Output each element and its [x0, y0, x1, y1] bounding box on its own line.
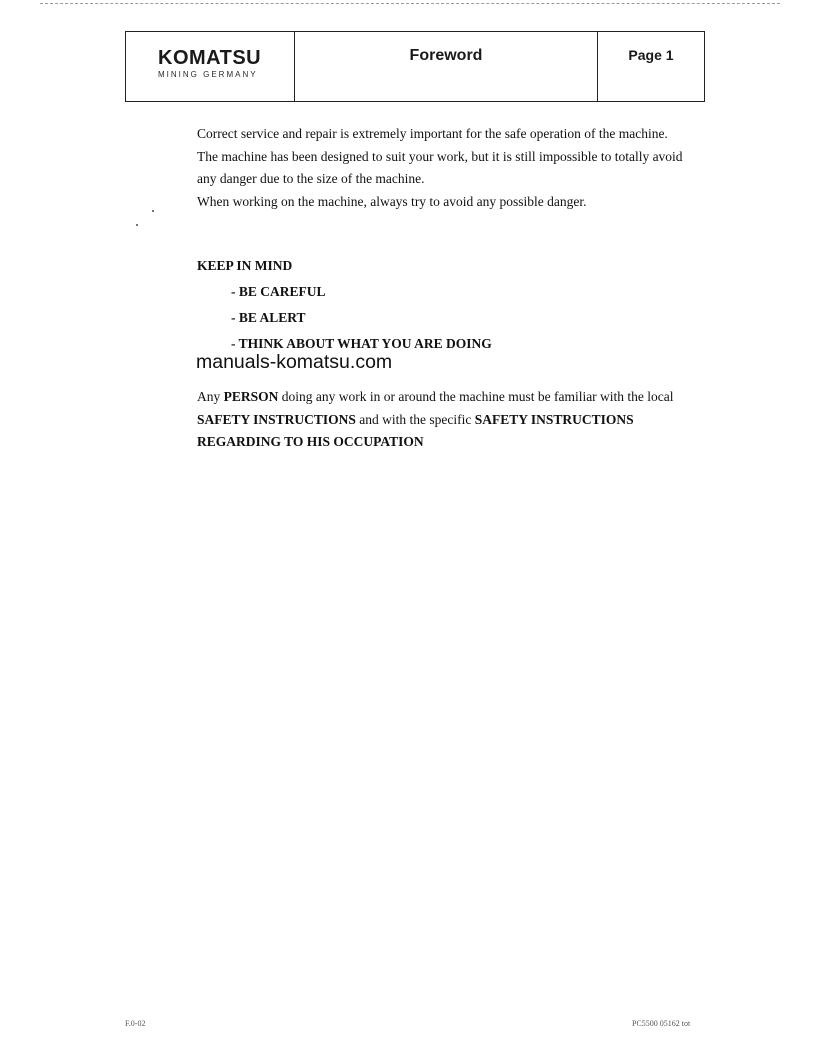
- footer-code-right: PC5500 05162 tot: [632, 1019, 691, 1028]
- intro-line-1: Correct service and repair is extremely important for the safe operation of the machine.: [197, 126, 668, 141]
- list-item: - THINK ABOUT WHAT YOU ARE DOING: [231, 336, 492, 351]
- page-title: Foreword: [409, 47, 483, 64]
- logo-cell: [126, 32, 295, 101]
- document-header: [125, 31, 705, 102]
- title-cell: [295, 32, 598, 101]
- occupation-instructions-emphasis: SAFETY INSTRUCTIONS REGARDING TO HIS OCCUPATION: [197, 411, 634, 449]
- intro-line-3: When working on the machine, always try to avoid any possible danger.: [197, 193, 587, 209]
- footer-code-left: F.0-02: [125, 1019, 146, 1028]
- page-number-cell: [598, 32, 704, 101]
- keep-in-mind-heading: KEEP IN MIND: [197, 258, 293, 273]
- list-item: - BE ALERT: [231, 310, 306, 325]
- scan-artifact-line: [40, 3, 780, 6]
- keep-in-mind-list: [231, 281, 492, 359]
- scan-speck: [152, 210, 154, 212]
- intro-line-2: The machine has been designed to suit your work, but it is still impossible to totally avoid any danger due to the size of the machine.: [197, 148, 683, 186]
- scan-speck: [136, 224, 138, 226]
- person-text-1: Any: [197, 389, 224, 404]
- person-emphasis: PERSON: [223, 389, 279, 404]
- watermark-text: manuals-komatsu.com: [196, 351, 393, 373]
- person-text-3: and with the specific: [355, 411, 475, 427]
- list-item: - BE CAREFUL: [231, 284, 326, 299]
- komatsu-logo: KOMATSU: [158, 47, 262, 69]
- person-text-2: doing any work in or around the machine must be familiar with the local: [278, 389, 674, 404]
- page-number: Page 1: [628, 47, 674, 63]
- person-paragraph: [197, 386, 687, 454]
- intro-paragraph: [197, 123, 697, 213]
- logo-subtitle: MINING GERMANY: [158, 70, 258, 79]
- safety-instructions-emphasis: SAFETY INSTRUCTIONS: [197, 411, 356, 427]
